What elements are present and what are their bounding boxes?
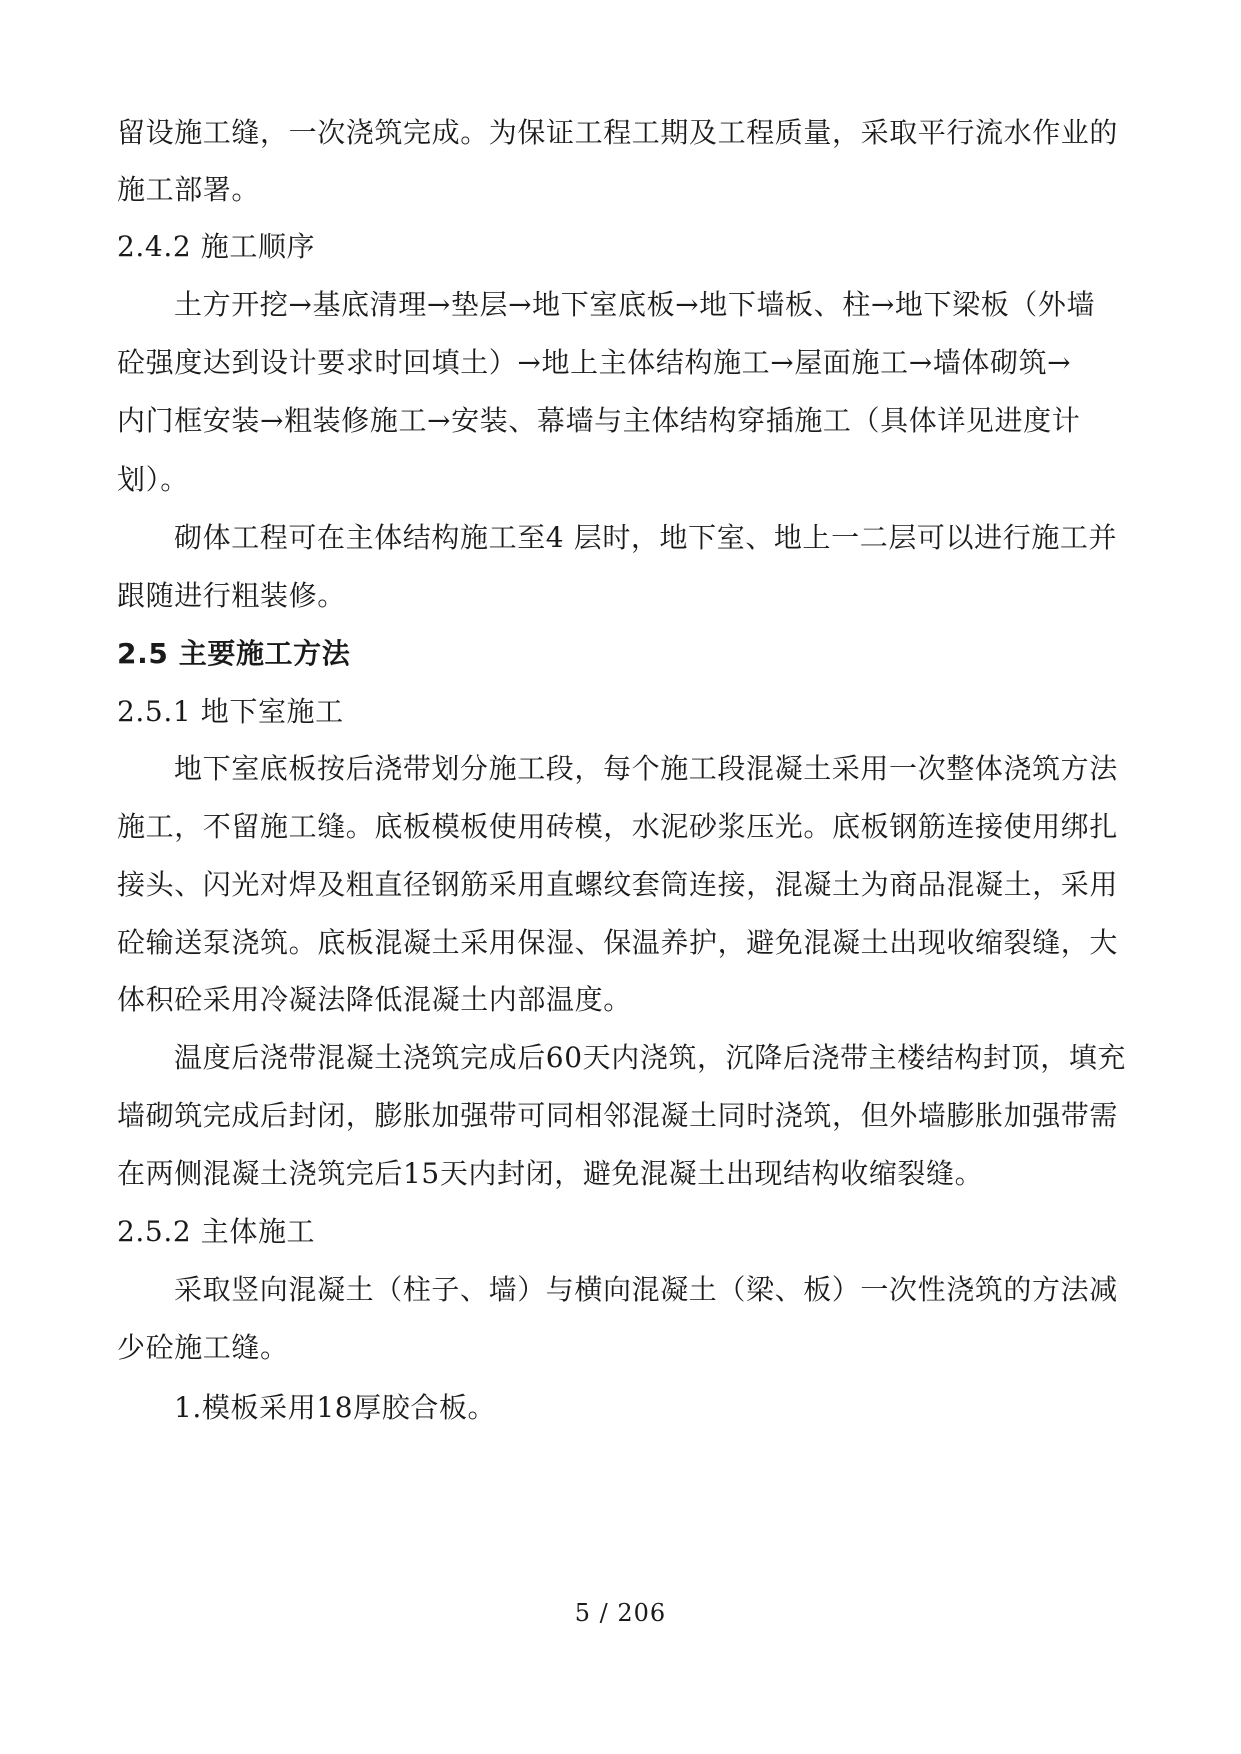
paragraph-line: 砌体工程可在主体结构施工至4 层时，地下室、地上一二层可以进行施工并 [174,521,1118,554]
list-item: 1.模板采用18厚胶合板。 [174,1391,497,1424]
paragraph-line: 地下室底板按后浇带划分施工段，每个施工段混凝土采用一次整体浇筑方法 [174,752,1118,785]
paragraph-line: 划）。 [117,463,189,496]
section-heading-2-5: 2.5 主要施工方法 [117,637,351,670]
paragraph-line: 土方开挖→基底清理→垫层→地下室底板→地下墙板、柱→地下梁板（外墙 [174,288,1096,321]
paragraph-line: 墙砌筑完成后封闭，膨胀加强带可同相邻混凝土同时浇筑，但外墙膨胀加强带需 [117,1099,1119,1132]
paragraph-line: 少砼施工缝。 [117,1331,289,1364]
paragraph-line: 在两侧混凝土浇筑完后15天内封闭，避免混凝土出现结构收缩裂缝。 [117,1157,984,1190]
paragraph-line: 内门框安装→粗装修施工→安装、幕墙与主体结构穿插施工（具体详见进度计 [117,404,1081,437]
paragraph-line: 砼输送泵浇筑。底板混凝土采用保湿、保温养护，避免混凝土出现收缩裂缝，大 [117,926,1119,959]
paragraph-line: 砼强度达到设计要求时回填土）→地上主体结构施工→屋面施工→墙体砌筑→ [117,346,1072,379]
paragraph-line: 跟随进行粗装修。 [117,579,346,612]
paragraph-line: 施工，不留施工缝。底板模板使用砖模，水泥砂浆压光。底板钢筋连接使用绑扎 [117,810,1119,843]
paragraph-line: 接头、闪光对焊及粗直径钢筋采用直螺纹套筒连接，混凝土为商品混凝土，采用 [117,868,1119,901]
paragraph-line: 施工部署。 [117,173,261,206]
page-number: 5 / 206 [574,1599,667,1627]
section-heading-2-5-1: 2.5.1 地下室施工 [117,695,344,728]
paragraph-line: 采取竖向混凝土（柱子、墙）与横向混凝土（梁、板）一次性浇筑的方法减 [174,1273,1118,1306]
section-heading-2-4-2: 2.4.2 施工顺序 [117,230,316,263]
section-heading-2-5-2: 2.5.2 主体施工 [117,1215,316,1248]
paragraph-line: 体积砼采用冷凝法降低混凝土内部温度。 [117,983,632,1016]
paragraph-line: 留设施工缝，一次浇筑完成。为保证工程工期及工程质量，采取平行流水作业的 [117,116,1119,149]
paragraph-line: 温度后浇带混凝土浇筑完成后60天内浇筑，沉降后浇带主楼结构封顶，填充 [174,1041,1127,1074]
